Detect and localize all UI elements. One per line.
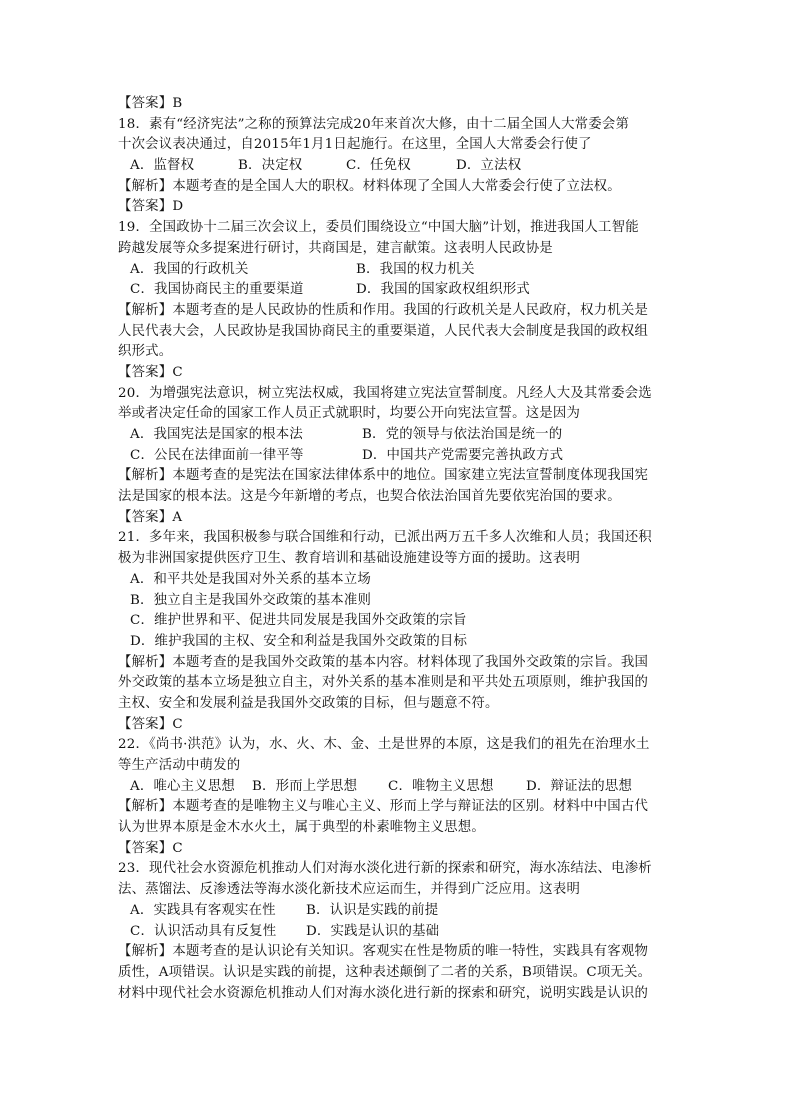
option-c: C．维护世界和平、促进共同发展是我国外交政策的宗旨 bbox=[130, 613, 467, 629]
question-23-text: 法、蒸馏法、反渗透法等海水淡化新技术应运而生，并得到广泛应用。这表明 bbox=[118, 882, 581, 898]
question-19-options-row1 bbox=[118, 260, 678, 281]
question-22-text: 22．《尚书·洪范》认为，水、火、木、金、土是世界的本原，这是我们的祖先在治理水土 bbox=[118, 737, 650, 753]
document-page bbox=[118, 94, 678, 1004]
option-d: D．实践是认识的基础 bbox=[306, 923, 440, 939]
question-18-text: 18．素有“经济宪法”之称的预算法完成20年来首次大修，由十二届全国人大常委会第 bbox=[118, 116, 630, 132]
question-23-options-row1 bbox=[118, 901, 678, 922]
option-d: D．立法权 bbox=[456, 158, 522, 174]
option-a: A．我国宪法是国家的根本法 bbox=[130, 427, 303, 442]
option-c: C．任免权 bbox=[346, 158, 411, 174]
analysis-line: 外交政策的基本立场是独立自主，对外关系的基本准则是和平共处五项原则，维护我国的 bbox=[118, 675, 649, 691]
answer-line: 【答案】C bbox=[118, 364, 183, 380]
analysis-line: 质性，A项错误。认识是实践的前提，这种表述颠倒了二者的关系，B项错误。C项无关。 bbox=[118, 964, 652, 980]
analysis-line: 认为世界本原是金木水火土，属于典型的朴素唯物主义思想。 bbox=[118, 820, 485, 836]
option-b: B．认识是实践的前提 bbox=[306, 902, 439, 918]
option-c: C．认识活动具有反复性 bbox=[130, 923, 277, 939]
option-b: B．形而上学思想 bbox=[252, 778, 358, 794]
answer-line: 【答案】C bbox=[118, 840, 183, 856]
option-b: B．党的领导与依法治国是统一的 bbox=[362, 427, 563, 442]
analysis-line: 织形式。 bbox=[118, 344, 173, 360]
option-a: A．监督权 bbox=[130, 158, 195, 174]
option-c: C．我国协商民主的重要渠道 bbox=[130, 282, 304, 298]
question-21-text: 21．多年来，我国积极参与联合国维和行动，已派出两万五千多人次维和人员；我国还积 bbox=[118, 530, 652, 546]
question-22-options bbox=[118, 777, 678, 798]
analysis-line: 【解析】本题考查的是人民政协的性质和作用。我国的行政机关是人民政府，权力机关是 bbox=[118, 302, 649, 318]
option-d: D．辩证法的思想 bbox=[526, 778, 633, 794]
analysis-line: 【解析】本题考查的是宪法在国家法律体系中的地位。国家建立宪法宣誓制度体现我国宪 bbox=[118, 468, 649, 484]
question-20-options-row1 bbox=[118, 425, 678, 446]
answer-line: 【答案】C bbox=[118, 716, 183, 732]
analysis-line: 【解析】本题考查的是唯物主义与唯心主义、形而上学与辩证法的区别。材料中中国古代 bbox=[118, 799, 649, 815]
analysis-line: 【解析】本题考查的是全国人大的职权。材料体现了全国人大常委会行使了立法权。 bbox=[118, 178, 621, 194]
option-b: B．我国的权力机关 bbox=[356, 261, 475, 277]
option-c: C．公民在法律面前一律平等 bbox=[130, 447, 304, 463]
option-b: B．独立自主是我国外交政策的基本准则 bbox=[130, 592, 372, 608]
option-a: A．实践具有客观实在性 bbox=[130, 902, 276, 918]
question-20-text: 举或者决定任命的国家工作人员正式就职时，均要公开向宪法宣誓。这是因为 bbox=[118, 406, 581, 422]
question-19-text: 19．全国政协十二届三次会议上，委员们围绕设立“中国大脑”计划，推进我国人工智能 bbox=[118, 220, 639, 236]
option-c: C．唯物主义思想 bbox=[388, 778, 494, 794]
option-d: D．中国共产党需要完善执政方式 bbox=[362, 447, 564, 463]
question-22-text: 等生产活动中萌发的 bbox=[118, 758, 241, 773]
question-21-text: 极为非洲国家提供医疗卫生、教育培训和基础设施建设等方面的援助。这表明 bbox=[118, 551, 581, 567]
question-23-options-row2 bbox=[118, 922, 678, 943]
answer-line: 【答案】A bbox=[118, 509, 183, 525]
option-a: A．唯心主义思想 bbox=[130, 778, 236, 794]
analysis-line: 【解析】本题考查的是认识论有关知识。客观实在性是物质的唯一特性，实践具有客观物 bbox=[118, 944, 649, 960]
question-20-options-row2 bbox=[118, 446, 678, 467]
option-a: A．和平共处是我国对外关系的基本立场 bbox=[130, 571, 371, 587]
option-a: A．我国的行政机关 bbox=[130, 261, 249, 277]
question-23-text: 23．现代社会水资源危机推动人们对海水淡化进行新的探索和研究，海水冻结法、电渗析 bbox=[118, 861, 652, 877]
answer-line: 【答案】D bbox=[118, 199, 184, 215]
option-d: D．维护我国的主权、安全和利益是我国外交政策的目标 bbox=[130, 633, 468, 649]
question-20-text: 20．为增强宪法意识，树立宪法权威，我国将建立宪法宣誓制度。凡经人大及其常委会选 bbox=[118, 385, 652, 401]
option-d: D．我国的国家政权组织形式 bbox=[356, 282, 531, 298]
question-18-text: 十次会议表决通过，自2015年1月1日起施行。在这里，全国人大常委会行使了 bbox=[118, 137, 592, 153]
analysis-line: 人民代表大会，人民政协是我国协商民主的重要渠道，人民代表大会制度是我国的政权组 bbox=[118, 323, 649, 339]
answer-line: 【答案】B bbox=[118, 96, 183, 111]
question-18-options bbox=[118, 156, 678, 177]
analysis-line: 材料中现代社会水资源危机推动人们对海水淡化进行新的探索和研究，说明实践是认识的 bbox=[118, 985, 649, 1001]
option-b: B．决定权 bbox=[238, 158, 303, 174]
analysis-line: 主权、安全和发展利益是我国外交政策的目标，但与题意不符。 bbox=[118, 695, 499, 711]
question-19-text: 跨越发展等众多提案进行研讨，共商国是，建言献策。这表明人民政协是 bbox=[118, 240, 553, 256]
analysis-line: 法是国家的根本法。这是今年新增的考点，也契合依法治国首先要依宪治国的要求。 bbox=[118, 489, 621, 505]
question-19-options-row2 bbox=[118, 280, 678, 301]
analysis-line: 【解析】本题考查的是我国外交政策的基本内容。材料体现了我国外交政策的宗旨。我国 bbox=[118, 654, 649, 670]
